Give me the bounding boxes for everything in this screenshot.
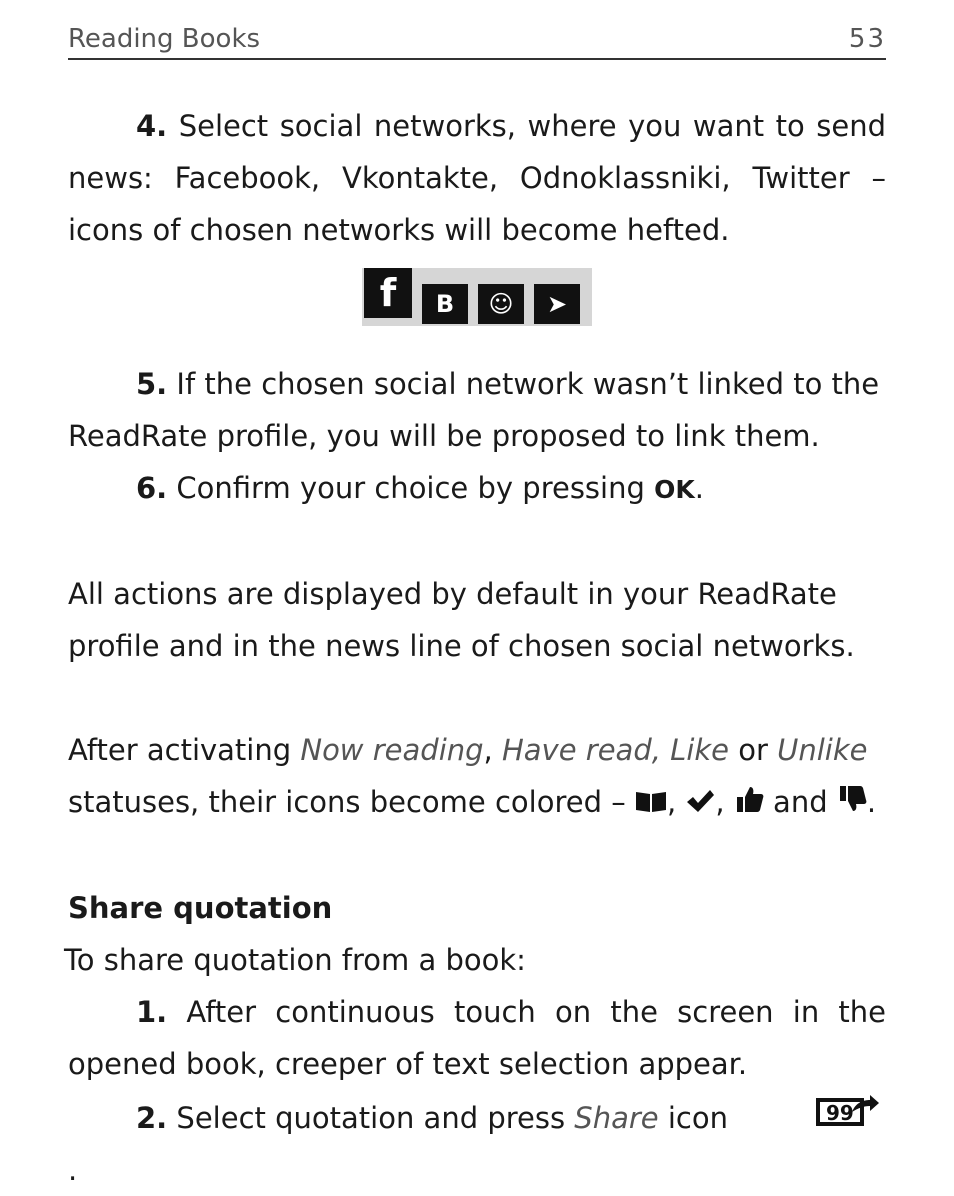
section-title: Reading Books: [68, 24, 261, 54]
social-icons-row: [68, 268, 886, 326]
step-6: [68, 462, 886, 516]
share-step-1: [68, 986, 886, 1090]
status-paragraph: [68, 724, 886, 830]
step-text: Select quotation and press: [176, 1101, 566, 1135]
step-text: If the chosen social network wasn’t linked to the ReadRate profile, you will be proposed to link them.: [68, 367, 880, 453]
step-end: .: [694, 471, 704, 505]
status-period: .: [866, 785, 877, 819]
step-text: Confirm your choice by pressing: [176, 471, 645, 505]
share-intro: To share quotation from a book:: [64, 943, 526, 977]
book-icon: [635, 778, 667, 830]
status-comma: ,: [666, 785, 677, 819]
step-number: 4.: [136, 109, 168, 143]
thumbs-down-icon: [837, 778, 867, 830]
step-4: [68, 100, 886, 256]
status-unlike: Unlike: [777, 733, 868, 767]
step-5: [68, 358, 886, 462]
page-header: [68, 24, 886, 60]
step-number: 5.: [136, 367, 168, 401]
status-or: or: [738, 733, 768, 767]
share-step-2: [68, 1090, 886, 1196]
page-body: [64, 100, 886, 1196]
step-number: 1.: [136, 995, 168, 1029]
share-icon: [748, 1090, 880, 1142]
status-and: and: [773, 785, 828, 819]
odnoklassniki-icon: ☺: [478, 284, 524, 324]
step-text: Select social networks, where you want to send news: Facebook, Vkontakte, Odnoklassniki, Twitter – icons of chosen networks will become hefted.: [68, 109, 886, 247]
step-number: 6.: [136, 471, 168, 505]
status-comma: ,: [483, 733, 493, 767]
checkmark-icon: [685, 778, 715, 830]
status-comma: ,: [715, 785, 725, 819]
share-label: Share: [574, 1101, 659, 1135]
status-have-read-like: Have read, Like: [501, 733, 730, 767]
step-number: 2.: [136, 1101, 168, 1135]
actions-paragraph: All actions are displayed by default in your ReadRate profile and in the news line of chosen social networks.: [68, 577, 855, 663]
share-quotation-heading: Share quotation: [68, 891, 333, 925]
status-now-reading: Now reading: [300, 733, 484, 767]
svg-text:99: 99: [825, 1101, 854, 1125]
status-text: statuses, their icons become colored –: [68, 785, 626, 819]
page-number: 53: [848, 24, 886, 54]
facebook-icon: f: [364, 268, 412, 318]
status-text: After activating: [68, 733, 292, 767]
social-icons-box: [362, 268, 592, 326]
vkontakte-icon: B: [422, 284, 468, 324]
step-text: icon: [667, 1101, 728, 1135]
ok-button-label: OK: [654, 475, 695, 504]
twitter-icon: ➤: [534, 284, 580, 324]
step-text: After continuous touch on the screen in the opened book, creeper of text selection appear.: [68, 995, 886, 1081]
thumbs-up-icon: [734, 778, 764, 830]
step-end: .: [68, 1153, 78, 1187]
